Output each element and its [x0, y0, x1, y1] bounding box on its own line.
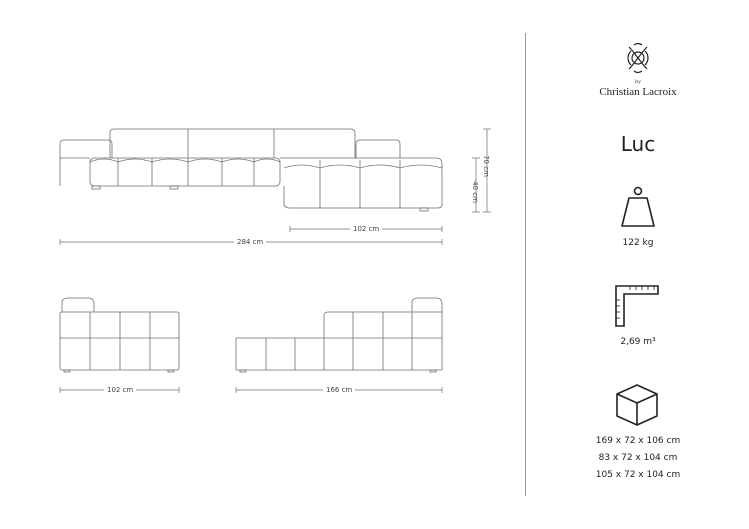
height-seat-label: 40 cm	[470, 181, 479, 203]
product-title: Luc	[620, 132, 656, 156]
box-icon	[614, 382, 660, 428]
vertical-divider	[525, 33, 526, 496]
weight-value: 122 kg	[622, 238, 654, 248]
ruler-corner-icon	[614, 284, 660, 328]
weight-icon	[618, 186, 658, 230]
brand-name: Christian Lacroix	[599, 86, 677, 98]
total-width-label: 284 cm	[234, 238, 266, 246]
package-line-1: 169 x 72 x 106 cm	[595, 436, 681, 446]
brand-by-text: by	[634, 79, 642, 85]
cl-monogram-icon	[625, 43, 651, 73]
package-line-3: 105 x 72 x 104 cm	[595, 470, 681, 480]
side-left-width-label: 102 cm	[104, 386, 136, 394]
package-line-2: 83 x 72 x 104 cm	[598, 453, 678, 463]
side-right-width-label: 166 cm	[323, 386, 355, 394]
chaise-width-label: 102 cm	[350, 225, 382, 233]
height-total-label: 70 cm	[481, 155, 490, 177]
volume-value: 2,69 m³	[620, 337, 656, 347]
